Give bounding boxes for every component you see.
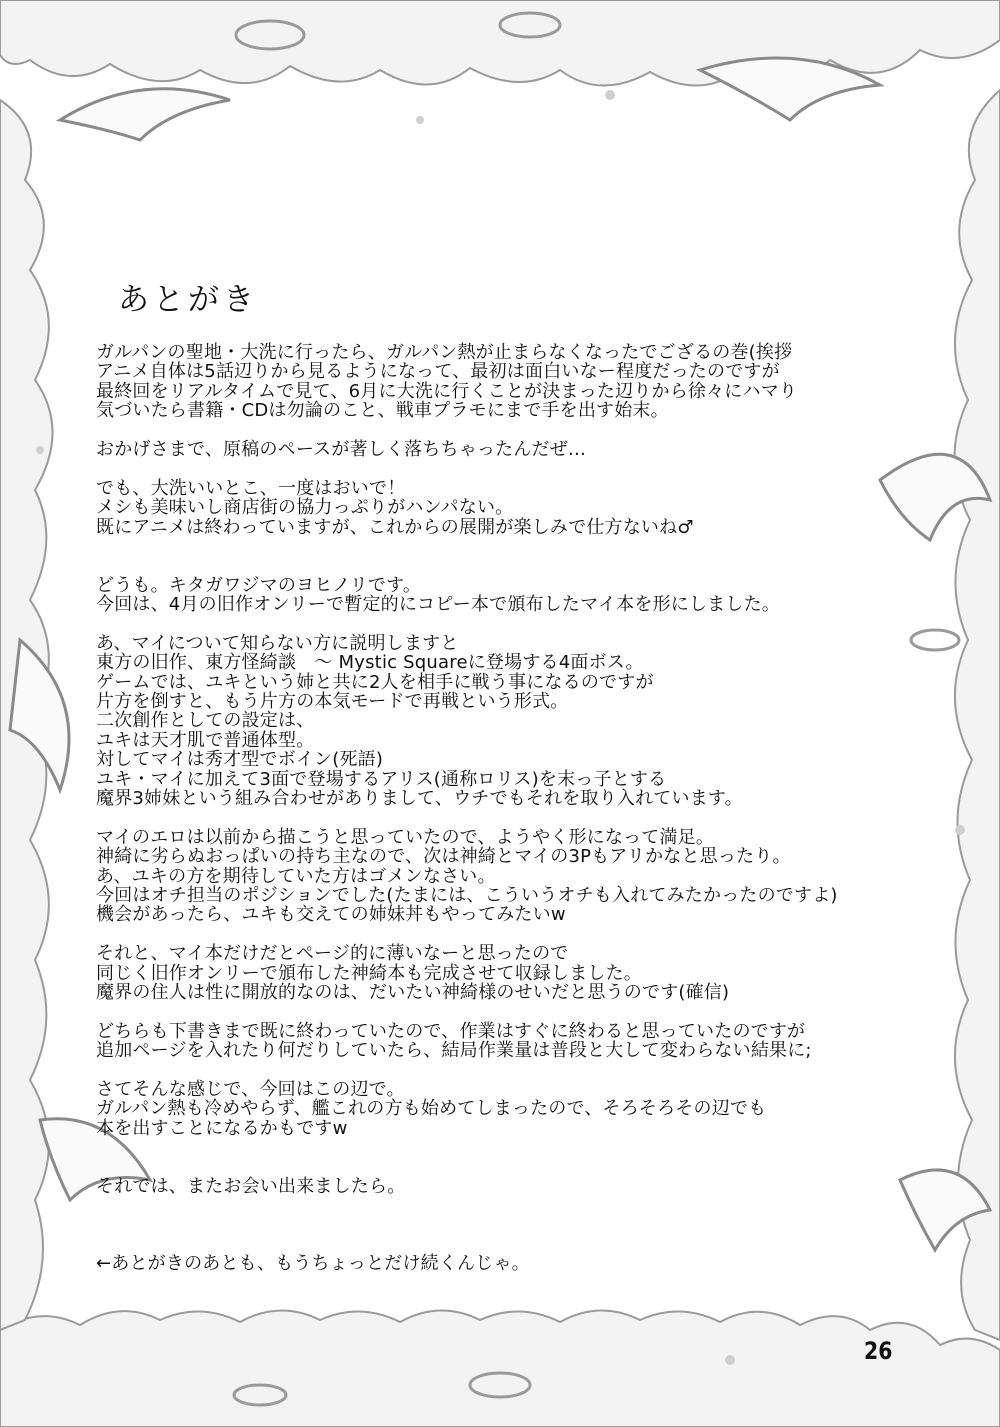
text-line: 今回はオチ担当のポジションでした(たまには、こういうオチも入れてみたかったのですよ) xyxy=(96,884,838,906)
text-line: 最終回をリアルタイムで見て、6月に大洗に行くことが決まった辺りから徐々にハマり xyxy=(96,380,798,402)
text-line: 機会があったら、ユキも交えての姉妹丼もやってみたいw xyxy=(96,904,566,926)
text-line: おかげさまで、原稿のペースが著しく落ちちゃったんだぜ… xyxy=(96,438,587,460)
sparkle-icon xyxy=(416,116,424,124)
text-line: 対してマイは秀才型でボイン(死語) xyxy=(96,749,384,771)
text-line: それでは、またお会い出来ましたら。 xyxy=(96,1175,406,1197)
text-line: あ、マイについて知らない方に説明しますと xyxy=(96,632,459,654)
sparkle-icon xyxy=(955,825,965,835)
text-line: 同じく旧作オンリーで頒布した神綺本も完成させて収録しました。 xyxy=(96,962,642,984)
text-line: でも、大洗いいとこ、一度はおいで！ xyxy=(96,477,406,499)
text-line: ユキは天才肌で普通体型。 xyxy=(96,729,315,751)
text-line: さてそんな感じで、今回はこの辺で。 xyxy=(96,1078,405,1100)
text-line: ユキ・マイに加えて3面で登場するアリス(通称ロリス)を末っ子とする xyxy=(96,768,667,790)
sparkle-icon xyxy=(725,1355,735,1365)
text-line xyxy=(96,1138,906,1157)
text-line: 魔界3姉妹という組み合わせがありまして、ウチでもそれを取り入れています。 xyxy=(96,787,743,809)
text-line: 気づいたら書籍・CDは勿論のこと、戦車プラモにまで手を出す始末。 xyxy=(96,400,669,422)
text-line: 神綺に劣らぬおっぱいの持ち主なので、次は神綺とマイの3Pもアリかなと思ったり。 xyxy=(96,846,791,868)
cloud-icon xyxy=(0,1310,1000,1427)
text-line xyxy=(96,537,906,556)
text-line: あ、ユキの方を期待していた方はゴメンなさい。 xyxy=(96,865,496,887)
text-line: ガルパン熱も冷めやらず、艦これの方も始めてしまったので、そろそろその辺でも xyxy=(96,1098,767,1120)
text-line: ←あとがきのあとも、もうちょっとだけ続くんじゃ。 xyxy=(96,1253,530,1275)
text-line: 二次創作としての設定は、 xyxy=(96,710,315,732)
sparkle-icon xyxy=(36,446,44,454)
text-line: アニメ自体は5話辺りから見るようになって、最初は面白いなー程度だったのですが xyxy=(96,361,780,383)
afterword-body xyxy=(96,343,906,1274)
cloud-icon xyxy=(954,90,1000,1340)
text-line: ゲームでは、ユキという姉と共に2人を相手に戦う事になるのですが xyxy=(96,671,654,693)
text-line: 今回は、4月の旧作オンリーで暫定的にコピー本で頒布したマイ本を形にしました。 xyxy=(96,594,780,616)
text-line: ガルパンの聖地・大洗に行ったら、ガルパン熱が止まらなくなったでござるの巻(挨拶 xyxy=(96,342,793,363)
text-line: 既にアニメは終わっていますが、これからの展開が楽しみで仕方ないね♂ xyxy=(96,516,694,538)
text-line xyxy=(96,421,906,440)
text-line xyxy=(96,1235,906,1254)
text-line xyxy=(96,556,906,575)
text-line xyxy=(96,1216,906,1235)
text-line: 魔界の住人は性に開放的なのは、だいたい神綺様のせいだと思うのです(確信) xyxy=(96,981,730,1003)
angel-wing-icon xyxy=(60,89,230,140)
text-line xyxy=(96,459,906,478)
text-line xyxy=(96,1196,906,1215)
text-line xyxy=(96,614,906,633)
text-line: どちらも下書きまで既に終わっていたので、作業はすぐに終わると思っていたのですが xyxy=(96,1020,806,1042)
text-line xyxy=(96,1157,906,1176)
text-line: 片方を倒すと、もう片方の本気モードで再戦という形式。 xyxy=(96,691,569,713)
page-title: あとがき xyxy=(118,282,258,318)
text-line: マイのエロは以前から描こうと思っていたので、ようやく形になって満足。 xyxy=(96,826,715,848)
sparkle-icon xyxy=(605,90,615,100)
text-line: メシも美味いし商店街の協力っぷりがハンパない。 xyxy=(96,497,514,519)
text-line xyxy=(96,808,906,827)
text-line xyxy=(96,925,906,944)
text-line xyxy=(96,1060,906,1079)
text-line: 追加ページを入れたり何だりしていたら、結局作業量は普段と大して変わらない結果に; xyxy=(96,1040,812,1062)
text-line xyxy=(96,1002,906,1021)
text-line: 本を出すことになるかもですw xyxy=(96,1117,348,1139)
halo-icon xyxy=(911,630,959,650)
text-line: 東方の旧作、東方怪綺談 ～ Mystic Squareに登場する4面ボス。 xyxy=(96,652,644,674)
page-number: 26 xyxy=(864,1337,893,1365)
text-line: それと、マイ本だけだとページ的に薄いなーと思ったので xyxy=(96,943,569,965)
text-line: どうも。キタガワジマのヨヒノリです。 xyxy=(96,574,422,596)
